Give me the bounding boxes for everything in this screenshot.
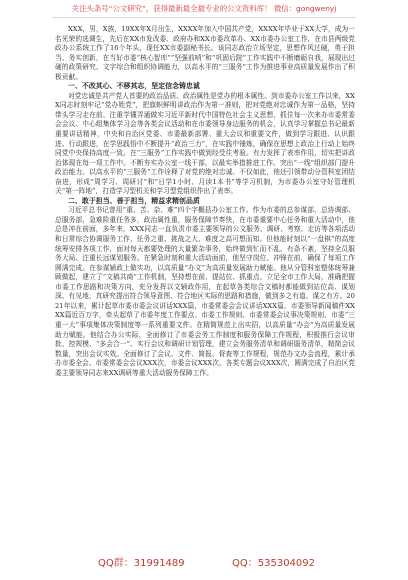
- intro-paragraph: XXX，男，X族，19XX年X月出生，XXXX年加入中国共产党，XXXX年毕业于XX大学，成为一名光荣的选调生，先后在XX市发改委、政府办和XX市委改革办、XX市委办公室工作，在市县两级党政办公系统工作了16个年头，现任XX市委副秘书长。该同志政治立场坚定，思想作风过硬，勇于担当、务实创新，在当好市委“核心智库”“坚强前哨”和“巩固后院”工作实践中不断磨砺自我，展现出过硬的政策研究、文字综合和组织协调能力，以高水平的“三服务”工作为推进事业高质量发展作出了积极贡献。: [55, 25, 355, 81]
- footer-contact: [0, 556, 408, 572]
- qq-number: QQ：535304092: [232, 558, 316, 569]
- section-heading-2: 二、敢于担当、善于担当，精益求精创品质: [68, 196, 200, 205]
- section-heading-1: 一、不改其心、不移其志，坚定信念铸忠诚: [68, 82, 200, 91]
- section-2-paragraph: 习近平总书记曾用“重、苦、杂、难”四个字概括办公室工作。作为市委的总参谋部，总协调部、总服务部，急难险重任务多，政治属性重，服务保障节奏快，在市委重要中心任务和重大活动中，他总是冲在前面，多年来，XXX同志一直负责市委主要领导的公文服务、调研、考察、走访等各项活动和日常综合协调服务工作，任务之重、挑战之大、难度之高可想而知。但他能时刻以“一盘棋”的高度统筹安排各项工作，面对每天都要处理的大量繁杂事务，始终做到忙而不乱、有条不紊，坚持全员服务大局、注重长远谋划服务。在紧急时刻和重大活动面前，他坚守岗位、冲锋在前，确保了每项工作圆满完成。在参谋辅政上做实功，以高质量“办文”为高质量发展助力赋能。他从分管科室整体统筹兼顾做起，建立了“文稿共商”工作机制，坚持想在前、提站位、抓重点、立足全市工作大局，准确把握市委工作思路和决策方向，充分发挥以文辅政作用，在起草各类综合文稿时都能做到站位高、谋划深、有见地，真研究提出符合领导意图、符合地区实际的思路和措施，做到多之有道、谋之有方。2021年以来，累计起草市委市委会议讲话XXX篇，市委常委会会议讲话XXX篇、市委领导新闻稿件XXXX篇近百万字，牵头起草了市委年度工作要点、市委工作规则、市委常委会议事决策规则、市委“三重一大”事项集体决策制度等一系列重要文件。在精简规范上出实招，以高质量“办会”为高质量发展助力赋能。他结合办公实际，全面修订了市委会务工作制度和服务保障工作规程，积极推行会议审批、控规模、“多会合一”、实行会议和调研计划管理，建立会务服务清单和调研服务清单，精简会议数量，突出会议实效。全面修订了会议、文件、简报、督查等工作规程，规范办文办会流程，累计承办市委全会、市委常委会会议XXX次，市委会议XXX次，各类专题会议XXX次，圆满完成了自治区党委主要领导同志来XX调研等重大活动服务保障工作。: [55, 206, 355, 377]
- qq-group-number: QQ群：31991489: [98, 558, 185, 569]
- section-1-paragraph: 对党忠诚是共产党人首要的政治品质、政治属性是党办的根本属性。到市委办公室工作以来，XXX同志时刻牢记“党办姓党”，把旗帜鲜明讲政治作为第一准则，把对党绝对忠诚作为第一品格，坚持带头学习走在前、注重学懂弄通做实习近平新时代中国特色社会主义思想，抓住每一次来办市委常委会会议、中心组集体学习会等各类会议活动和在市委领导身边服务的机会，认真学习掌握总书记最新重要讲话精神，中央和自治区党委、市委最新部署、重大会议和重要文件，做到学习跟进、认识跟进、行动跟进，在学思践悟中不断提升“政治三力”，在实践中锤炼，确保在思想上政治上行动上始终同党中央保持高度一致。在“三服务”工作实践中做到经受住考验。有力发挥了表率作用，切实把讲政治体现在每一项工作中。不断夯实办公室一线干部，以最实举措推进工作。突出“一线”组织部门提升政治能力。以高水平的“三服务”工作诠释了对党的绝对忠诚。不仅如此，他还引领带动分管科室团结奋进，形成“周学习、周研讨”和“日学1小时、月读1本书”等学习机制，为市委办公室守好管理机关“第一阵地”，打造学习型机关和学习型党组织作出了表率。: [55, 91, 355, 196]
- header-banner: 关注头条号“公文研究”，获得最新最全最专业的公文资料库！ 微信：gongwenyj: [71, 4, 337, 13]
- header-divider: [52, 17, 356, 18]
- document-body: [55, 25, 355, 378]
